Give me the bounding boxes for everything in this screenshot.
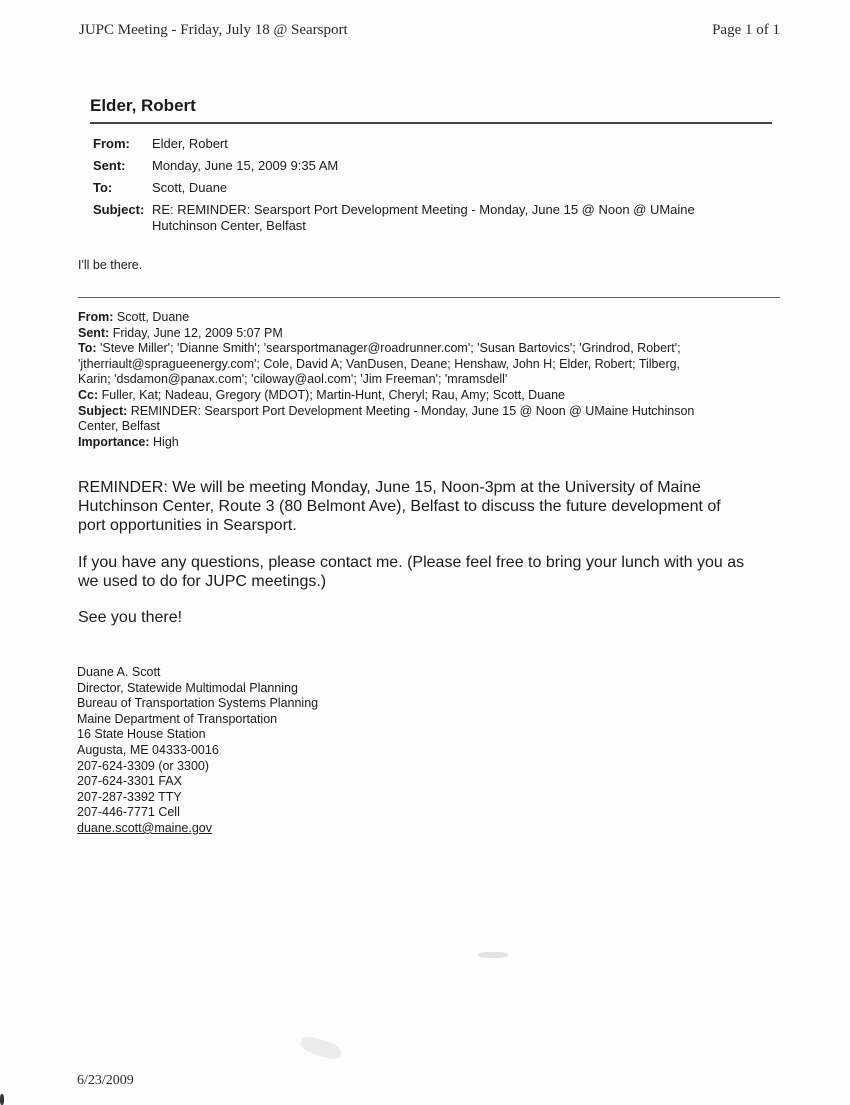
forwarded-email-header bbox=[78, 310, 778, 450]
fwd-cc-value: Fuller, Kat; Nadeau, Gregory (MDOT); Martin-Hunt, Cheryl; Rau, Amy; Scott, Duane bbox=[101, 387, 565, 402]
fwd-to-line-3: Karin; 'dsdamon@panax.com'; 'ciloway@aol.com'; 'Jim Freeman'; 'mramsdell' bbox=[78, 372, 508, 387]
from-value: Elder, Robert bbox=[152, 136, 228, 151]
fwd-subject-line-2: Center, Belfast bbox=[78, 419, 160, 434]
fwd-cc-row bbox=[78, 388, 778, 404]
fwd-cc-label: Cc: bbox=[78, 387, 99, 402]
page-number: Page 1 of 1 bbox=[712, 22, 780, 38]
signature-phone: 207-624-3309 (or 3300) bbox=[77, 758, 210, 773]
fwd-importance-value: High bbox=[153, 434, 179, 449]
fwd-from-value: Scott, Duane bbox=[116, 310, 190, 324]
scan-smudge bbox=[478, 952, 508, 958]
signature-department: Maine Department of Transportation bbox=[77, 711, 278, 726]
signature-city: Augusta, ME 04333-0016 bbox=[77, 742, 219, 757]
subject-value bbox=[152, 202, 753, 234]
signature-station: 16 State House Station bbox=[77, 727, 206, 742]
reply-email-header bbox=[93, 136, 753, 234]
paragraph-1-line-2: Hutchinson Center, Route 3 (80 Belmont Ave), Belfast to discuss the future development of bbox=[78, 498, 721, 515]
message-paragraph-2 bbox=[78, 553, 793, 591]
heading-divider bbox=[90, 122, 772, 124]
footer-date: 6/23/2009 bbox=[77, 1073, 134, 1088]
signature-name: Duane A. Scott bbox=[77, 665, 161, 679]
sender-name-heading: Elder, Robert bbox=[90, 96, 196, 115]
reply-body: I'll be there. bbox=[78, 258, 143, 272]
paragraph-1-line-1: REMINDER: We will be meeting Monday, June 15, Noon-3pm at the University of Maine bbox=[78, 479, 701, 496]
fwd-sent-row bbox=[78, 326, 778, 342]
fwd-importance-row bbox=[78, 435, 778, 451]
scan-smudge bbox=[299, 1034, 344, 1062]
fwd-from-row bbox=[78, 310, 778, 326]
paragraph-2-line-1: If you have any questions, please contact me. (Please feel free to bring your lunch with you as bbox=[78, 554, 745, 571]
fwd-to-line-2: 'jtherriault@spragueenergy.com'; Cole, David A; VanDusen, Deane; Henshaw, John H; Elder, Robert; Tilberg, bbox=[78, 356, 681, 371]
signature-email-link[interactable]: duane.scott@maine.gov bbox=[77, 820, 212, 835]
sent-value: Monday, June 15, 2009 9:35 AM bbox=[152, 158, 339, 173]
subject-label: Subject: bbox=[93, 202, 145, 217]
subject-line-1: RE: REMINDER: Searsport Port Development Meeting - Monday, June 15 @ Noon @ UMaine bbox=[152, 202, 695, 217]
fwd-sent-label: Sent: bbox=[78, 325, 110, 340]
fwd-sent-value: Friday, June 12, 2009 5:07 PM bbox=[112, 325, 283, 340]
signature-block bbox=[77, 665, 318, 837]
fwd-to-label: To: bbox=[78, 341, 97, 356]
fwd-to-line-1: 'Steve Miller'; 'Dianne Smith'; 'searsportmanager@roadrunner.com'; 'Susan Bartovics'; 'Grindrod, Robert'; bbox=[100, 341, 681, 356]
forward-divider bbox=[78, 297, 780, 298]
sent-label: Sent: bbox=[93, 158, 126, 173]
to-label: To: bbox=[93, 180, 113, 195]
signature-cell: 207-446-7771 Cell bbox=[77, 805, 180, 820]
fwd-subject-label: Subject: bbox=[78, 403, 128, 418]
message-paragraph-1 bbox=[78, 478, 793, 535]
signature-bureau: Bureau of Transportation Systems Planning bbox=[77, 696, 319, 711]
to-value: Scott, Duane bbox=[152, 180, 228, 195]
fwd-importance-label: Importance: bbox=[78, 434, 150, 449]
fwd-subject-row bbox=[78, 404, 778, 420]
page-header bbox=[79, 22, 780, 39]
scan-edge-mark bbox=[0, 1094, 4, 1105]
fwd-subject-line-1: REMINDER: Searsport Port Development Meeting - Monday, June 15 @ Noon @ UMaine Hutchinson bbox=[130, 403, 695, 418]
paragraph-2-line-2: we used to do for JUPC meetings.) bbox=[78, 573, 327, 590]
signature-title: Director, Statewide Multimodal Planning bbox=[77, 680, 298, 695]
paragraph-1-line-3: port opportunities in Searsport. bbox=[78, 517, 297, 534]
message-paragraph-3: See you there! bbox=[78, 609, 183, 626]
fwd-from-label: From: bbox=[78, 310, 114, 324]
subject-line-2: Hutchinson Center, Belfast bbox=[152, 218, 306, 233]
from-label: From: bbox=[93, 136, 130, 151]
signature-fax: 207-624-3301 FAX bbox=[77, 774, 182, 789]
fwd-to-row bbox=[78, 341, 778, 357]
page-header-title: JUPC Meeting - Friday, July 18 @ Searsport bbox=[79, 22, 348, 38]
signature-tty: 207-287-3392 TTY bbox=[77, 789, 182, 804]
